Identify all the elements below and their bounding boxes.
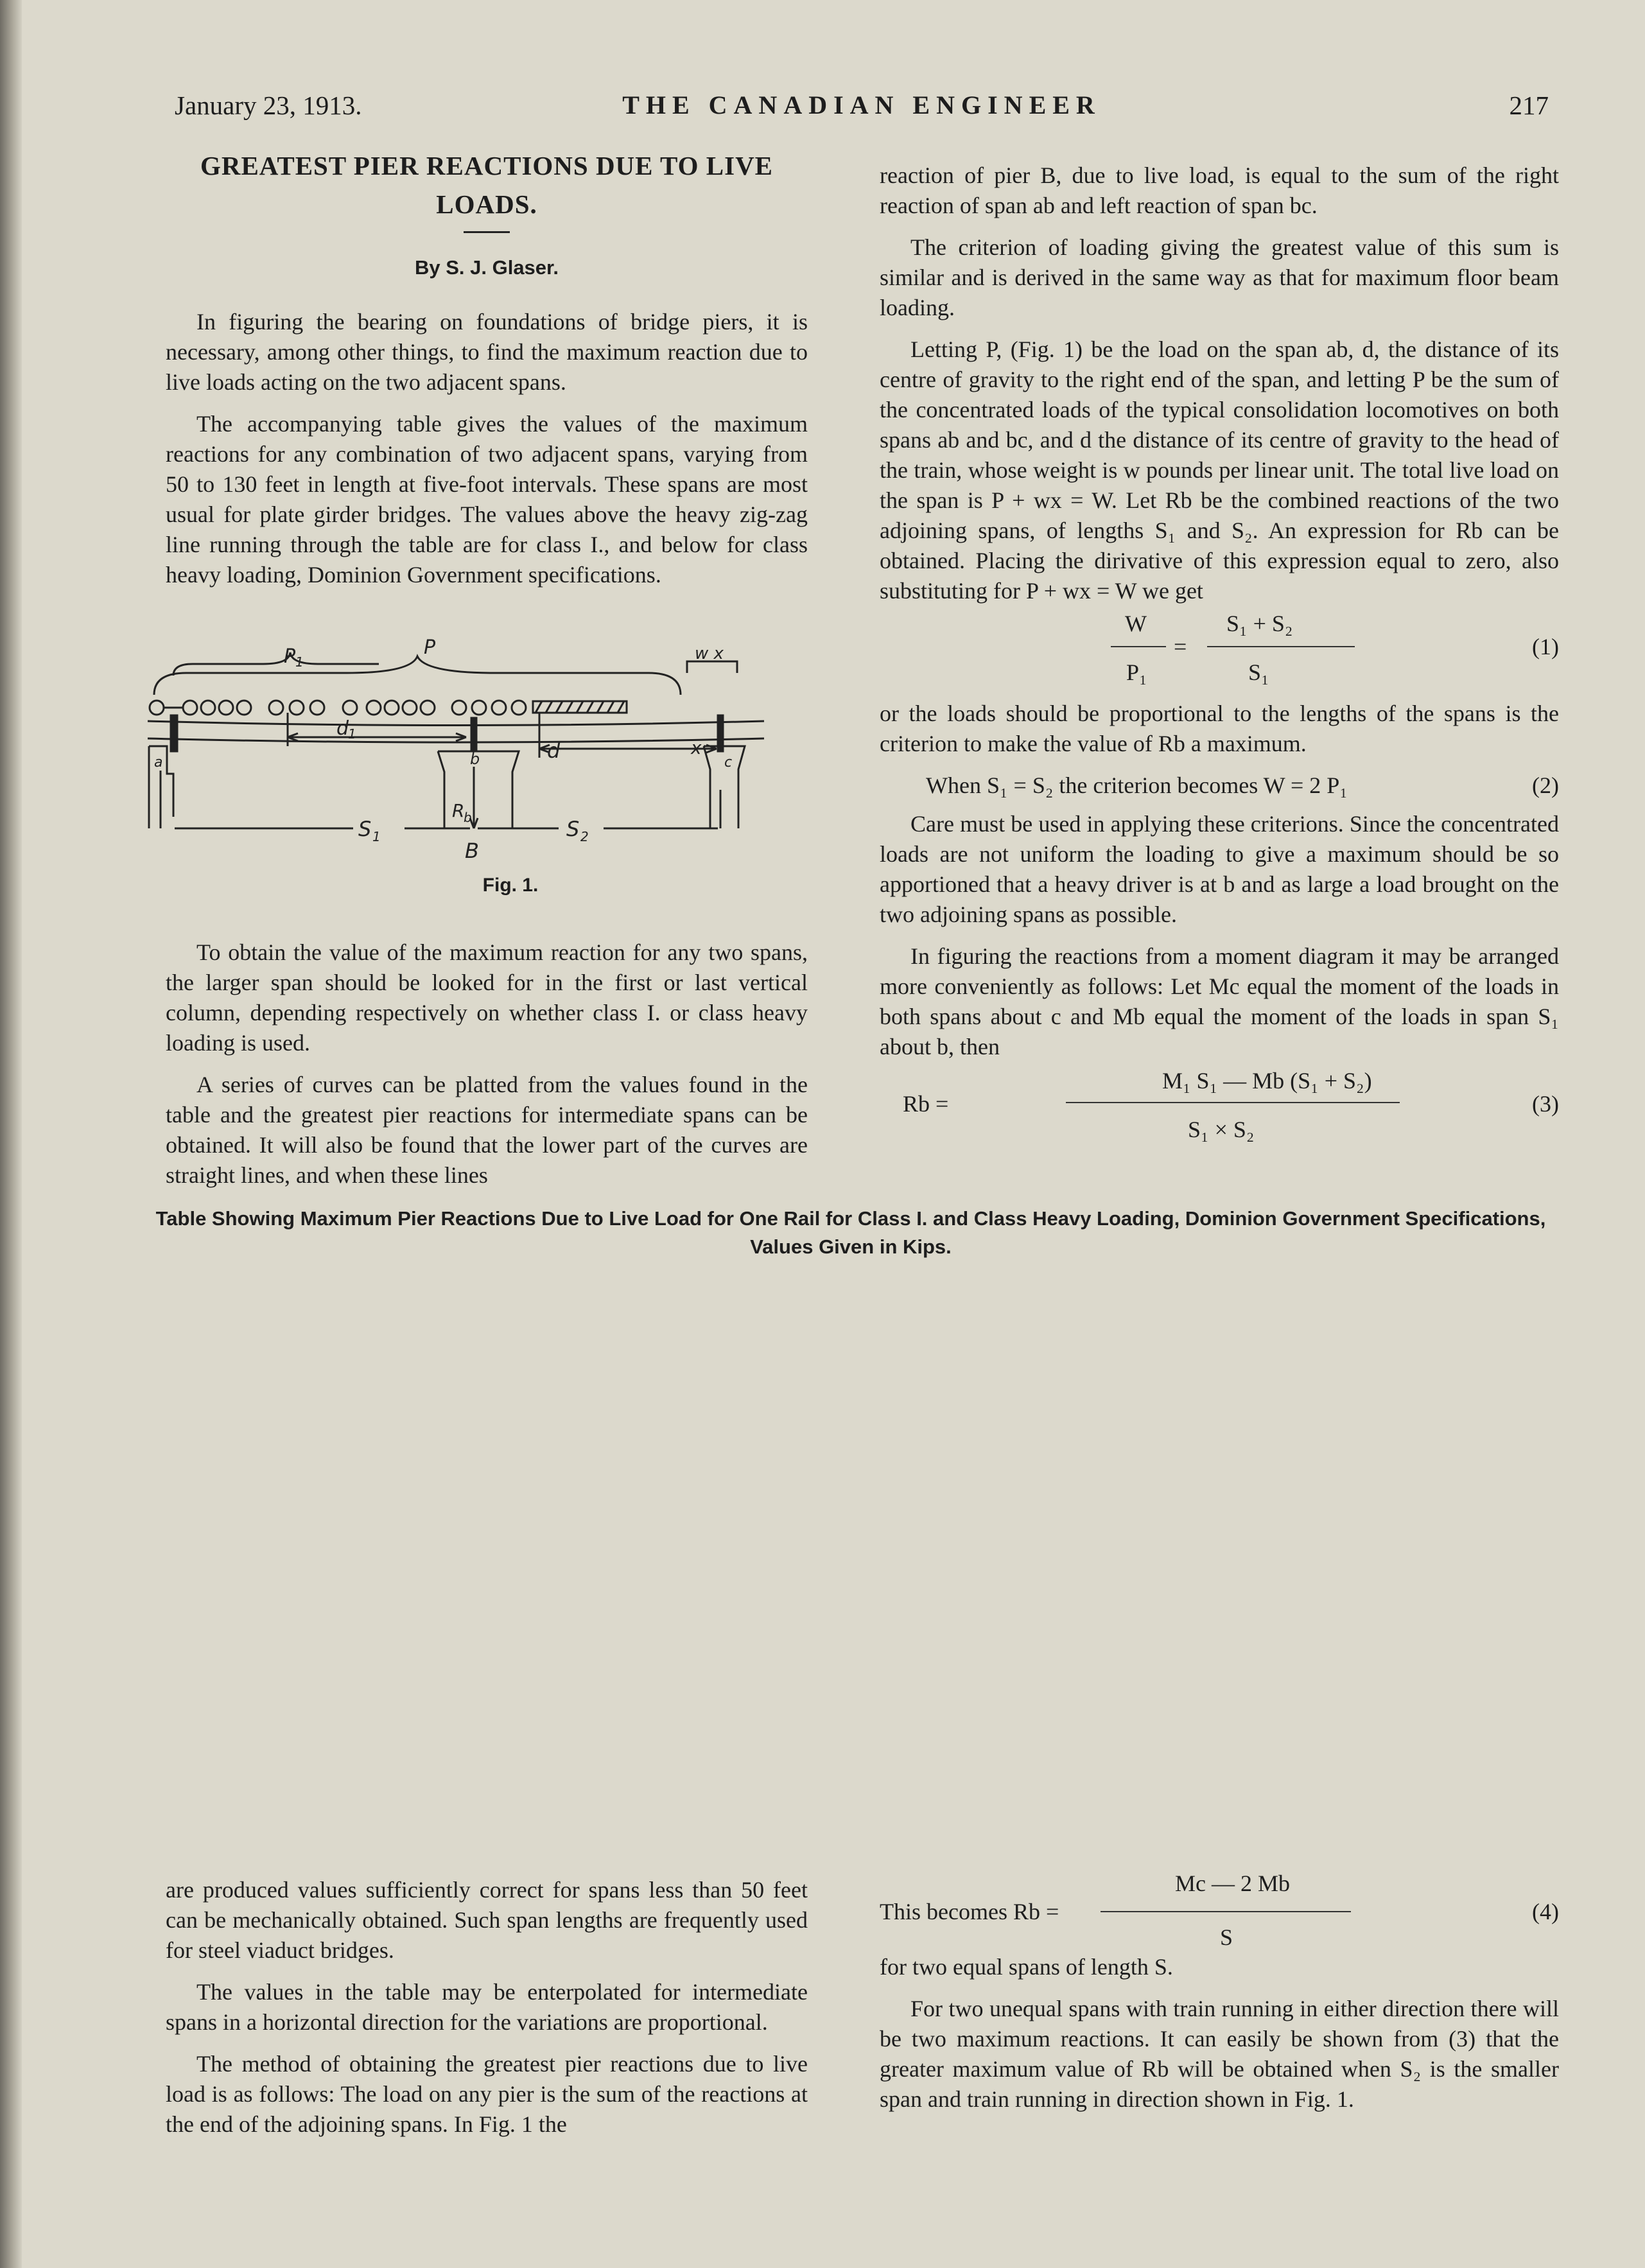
right-para-1: reaction of pier B, due to live load, is equal to the sum of the right reaction of span ab and left reaction of span bc.: [880, 162, 1559, 218]
fig-label-s2-sub: 2: [580, 829, 589, 844]
header-journal-title: THE CANADIAN ENGINEER: [622, 91, 1101, 119]
right-column-top: [880, 161, 1559, 1143]
header-date: January 23, 1913.: [175, 91, 362, 120]
table-title: Table Showing Maximum Pier Reactions Due to Live Load for One Rail for Class I. and Class Heavy Loading, Dominion Government Specifications, Values Given in Kips.: [155, 1207, 1546, 1258]
fig-label-wx: w x: [695, 644, 724, 663]
eq3-denominator: S₁ × S₂: [1188, 1117, 1255, 1142]
figure-caption: Fig. 1.: [482, 875, 539, 896]
fig-label-rb: R: [452, 800, 465, 821]
right-para-2: The criterion of loading giving the greatest value of this sum is similar and is derived in the same way as that for maximum floor beam loading.: [880, 234, 1559, 320]
eq4-lhs: This becomes Rb =: [880, 1899, 1059, 1924]
fig-label-b-pier: B: [465, 839, 479, 863]
eq1-tag: (1): [1532, 634, 1559, 659]
fig-label-a: a: [154, 755, 163, 771]
equation-4: [880, 1869, 1559, 1952]
left-column-bottom: [166, 1875, 808, 2151]
fig-label-p: P: [424, 636, 436, 659]
eq1-equals: =: [1174, 634, 1187, 659]
fig-label-p1: P: [284, 645, 296, 668]
right-column-bottom: [880, 1869, 1559, 2126]
eq3-lhs: Rb =: [903, 1091, 949, 1117]
fig-label-d: d: [547, 738, 561, 763]
fig-label-c: c: [724, 755, 733, 771]
title-rule: [464, 231, 510, 233]
fig-label-d1: d: [336, 717, 349, 740]
eq4-tag: (4): [1532, 1899, 1559, 1924]
right-para-3: Letting P, (Fig. 1) be the load on the span ab, d, the distance of its centre of gravity to the right end of the span, and letting P be the sum of the concentrated loads of the typical consolidation locomotives on both spans ab and bc, and d the distance of its centre of gravity to the head of the train, whose weight is w pounds per linear unit. The total live load on the span is P + wx = W. Let Rb be the combined reactions of the two adjoining spans, of lengths S₁ and S₂. An expression for Rb can be obtained. Placing the dirivative of this expression equal to zero, also substituting for P + wx = W we get: [880, 336, 1559, 604]
eq3-fraction-line: [1066, 1102, 1400, 1103]
fig-label-s1: S: [358, 817, 372, 841]
eq4-numerator: Mc — 2 Mb: [1175, 1871, 1290, 1896]
right-para-5: In figuring the reactions from a moment diagram it may be arranged more conveniently as follows: Let Mc equal the moment of the loads in both spans about c and Mb equal the moment of the loads in span S₁ about b, then: [880, 943, 1559, 1060]
right-para-after-eq1: or the loads should be proportional to the lengths of the spans is the criterion to make the value of Rb a maximum.: [880, 701, 1559, 756]
page-gutter-shadow: [0, 0, 22, 2268]
eq2-text: When S₁ = S₂ the criterion becomes W = 2 P₁: [926, 772, 1348, 798]
running-header: [175, 90, 1549, 128]
left-para-4: A series of curves can be platted from the values found in the table and the greatest pier reactions for intermediate spans can be obtained. It will also be found that the lower part of the curves are straight lines, and when these lines: [166, 1072, 808, 1188]
eq3-numerator: M₁ S₁ — Mb (S₁ + S₂): [1162, 1068, 1372, 1094]
header-page-number: 217: [1509, 91, 1549, 120]
left-column-lower: [166, 938, 808, 1202]
fig-label-p1-sub: 1: [295, 654, 304, 670]
eq3-tag: (3): [1532, 1091, 1559, 1117]
left-para-2: The accompanying table gives the values of the maximum reactions for any combination of two adjacent spans, varying from 50 to 130 feet in length at five-foot intervals. These spans are most usual for plate girder bridges. The values above the heavy zig-zag line running through the table are for class I., and below for class heavy loading, Dominion Government specifications.: [166, 411, 808, 588]
equation-1: [880, 609, 1559, 699]
fig-label-d1-sub: 1: [348, 726, 356, 742]
fig-label-b: b: [470, 750, 480, 768]
pier-reaction-table: [135, 1278, 1515, 1836]
left-column-top: [166, 146, 808, 602]
left-para-3: To obtain the value of the maximum reaction for any two spans, the larger span should be looked for in the first or last vertical column, depending respectively on whether class I. or class heavy loading is used.: [166, 939, 808, 1056]
fig-label-rb-sub: b: [464, 810, 472, 825]
right-para-7: For two unequal spans with train running in either direction there will be two maximum reactions. It can easily be shown from (3) that the greater maximum value of Rb will be obtained when S₂ is the smaller span and train running in direction shown in Fig. 1.: [880, 1996, 1559, 2112]
figure-1: [135, 636, 809, 905]
fig-label-x: x: [691, 737, 702, 758]
fig-label-s2: S: [566, 817, 580, 841]
eq1-den-left: P₁: [1126, 659, 1147, 685]
eq2-tag: (2): [1532, 772, 1559, 798]
eq1-fraction-line-left: [1111, 646, 1166, 647]
left-para-1: In figuring the bearing on foundations of bridge piers, it is necessary, among other things, to find the maximum reaction due to live loads acting on the two adjacent spans.: [166, 309, 808, 395]
eq4-fraction-line: [1101, 1911, 1351, 1912]
article-byline: By S. J. Glaser.: [414, 256, 559, 279]
fig-label-s1-sub: 1: [372, 829, 381, 844]
eq1-num-left: W: [1125, 611, 1147, 636]
left-para-5: are produced values sufficiently correct for spans less than 50 feet can be mechanically obtained. Such span lengths are frequently used for steel viaduct bridges.: [166, 1877, 808, 1963]
eq1-den-right: S₁: [1248, 659, 1269, 685]
left-para-7: The method of obtaining the greatest pier reactions due to live load is as follows: The load on any pier is the sum of the reactions at the end of the adjoining spans. In Fig. 1 the: [166, 2051, 808, 2137]
eq1-fraction-line-right: [1207, 646, 1355, 647]
equation-3: [880, 1066, 1559, 1143]
eq1-num-right: S₁ + S₂: [1226, 611, 1293, 636]
right-para-6: for two equal spans of length S.: [880, 1954, 1173, 1980]
figure-1-diagram: [135, 636, 809, 867]
right-para-4: Care must be used in applying these criterions. Since the concentrated loads are not uniform the loading to give a maximum should be so apportioned that a heavy driver is at b and as large a load brought on the two adjoining spans as possible.: [880, 811, 1559, 927]
article-title: GREATEST PIER REACTIONS DUE TO LIVE LOADS.: [200, 151, 774, 219]
left-para-6: The values in the table may be enterpolated for intermediate spans in a horizontal direction for the variations are proportional.: [166, 1979, 808, 2035]
equation-2: [880, 771, 1559, 803]
eq4-denominator: S: [1220, 1924, 1233, 1950]
